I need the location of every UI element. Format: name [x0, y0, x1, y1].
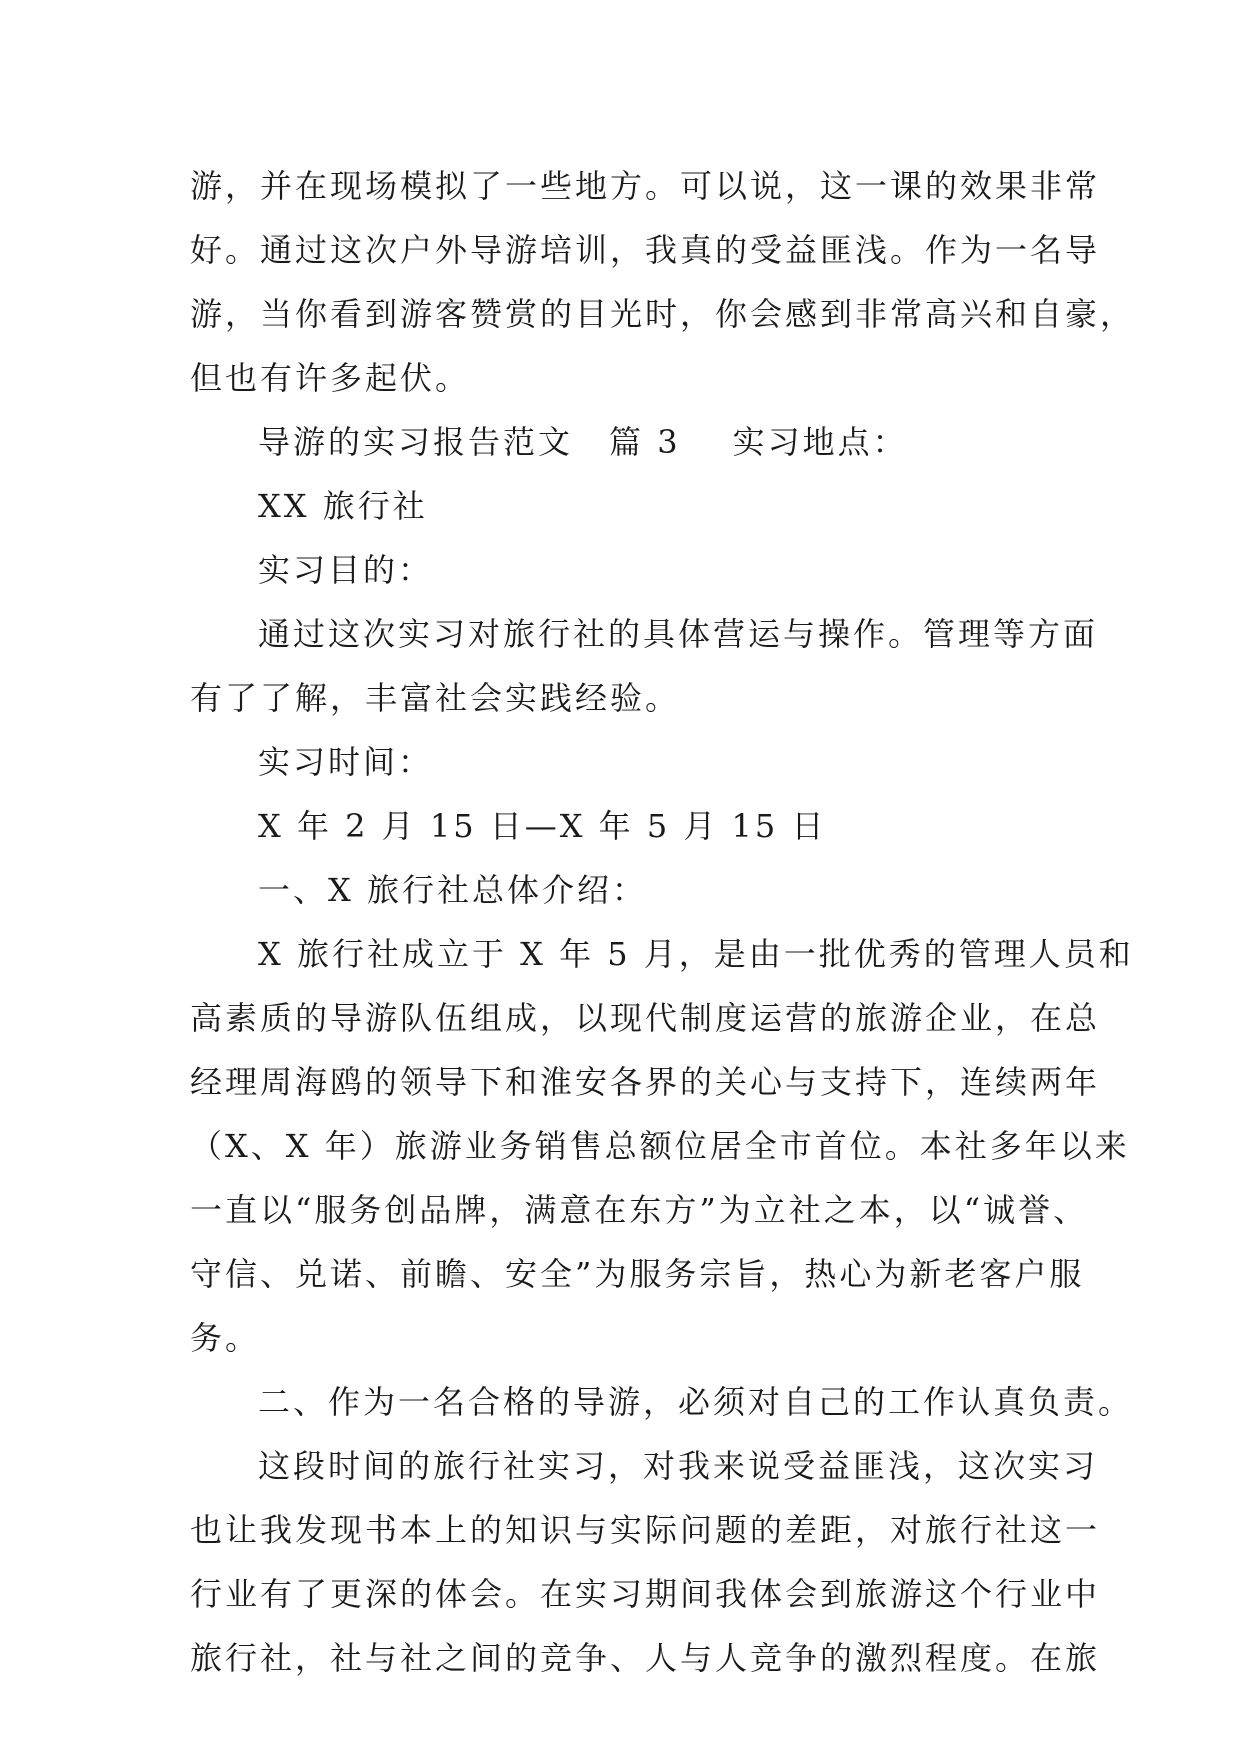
text-line: 务。 [190, 1319, 261, 1357]
text-line: XX 旅行社 [258, 487, 428, 525]
heading-part: 篇 3 [609, 423, 681, 461]
text-line: 好。通过这次户外导游培训，我真的受益匪浅。作为一名导 [190, 231, 1101, 269]
text-line: 二、作为一名合格的导游，必须对自己的工作认真负责。 [258, 1383, 1134, 1421]
text-line: 一直以“服务创品牌，满意在东方”为立社之本，以“诚誉、 [190, 1191, 1089, 1229]
text-line: X 旅行社成立于 X 年 5 月，是由一批优秀的管理人员和 [258, 935, 1134, 973]
text-line: 经理周海鸥的领导下和淮安各界的关心与支持下，连续两年 [190, 1063, 1101, 1101]
text-line: （X、X 年）旅游业务销售总额位居全市首位。本社多年以来 [190, 1127, 1130, 1165]
text-line: 行业有了更深的体会。在实习期间我体会到旅游这个行业中 [190, 1575, 1101, 1613]
text-line: 也让我发现书本上的知识与实际问题的差距，对旅行社这一 [190, 1511, 1101, 1549]
heading-item: 实习地点： [732, 423, 908, 461]
text-line: 旅行社，社与社之间的竞争、人与人竞争的激烈程度。在旅 [190, 1639, 1101, 1677]
text-line: 这段时间的旅行社实习，对我来说受益匪浅，这次实习 [258, 1447, 1099, 1485]
text-line: 通过这次实习对旅行社的具体营运与操作。管理等方面 [258, 615, 1099, 653]
text-line: 高素质的导游队伍组成，以现代制度运营的旅游企业，在总 [190, 999, 1101, 1037]
section-heading [190, 410, 1052, 474]
text-line: 一、X 旅行社总体介绍： [258, 871, 647, 909]
text-line: 守信、兑诺、前瞻、安全”为服务宗旨，热心为新老客户服 [190, 1255, 1085, 1293]
heading-title: 导游的实习报告范文 [258, 423, 574, 461]
text-line: 游，当你看到游客赞赏的目光时，你会感到非常高兴和自豪， [190, 295, 1136, 333]
body-text [190, 154, 1136, 1690]
text-line: 游，并在现场模拟了一些地方。可以说，这一课的效果非常 [190, 167, 1101, 205]
text-line: 有了了解，丰富社会实践经验。 [190, 679, 681, 717]
text-line: X 年 2 月 15 日—X 年 5 月 15 日 [258, 807, 827, 845]
text-line: 实习时间： [258, 743, 434, 781]
text-line: 但也有许多起伏。 [190, 359, 471, 397]
text-line: 实习目的： [258, 551, 434, 589]
